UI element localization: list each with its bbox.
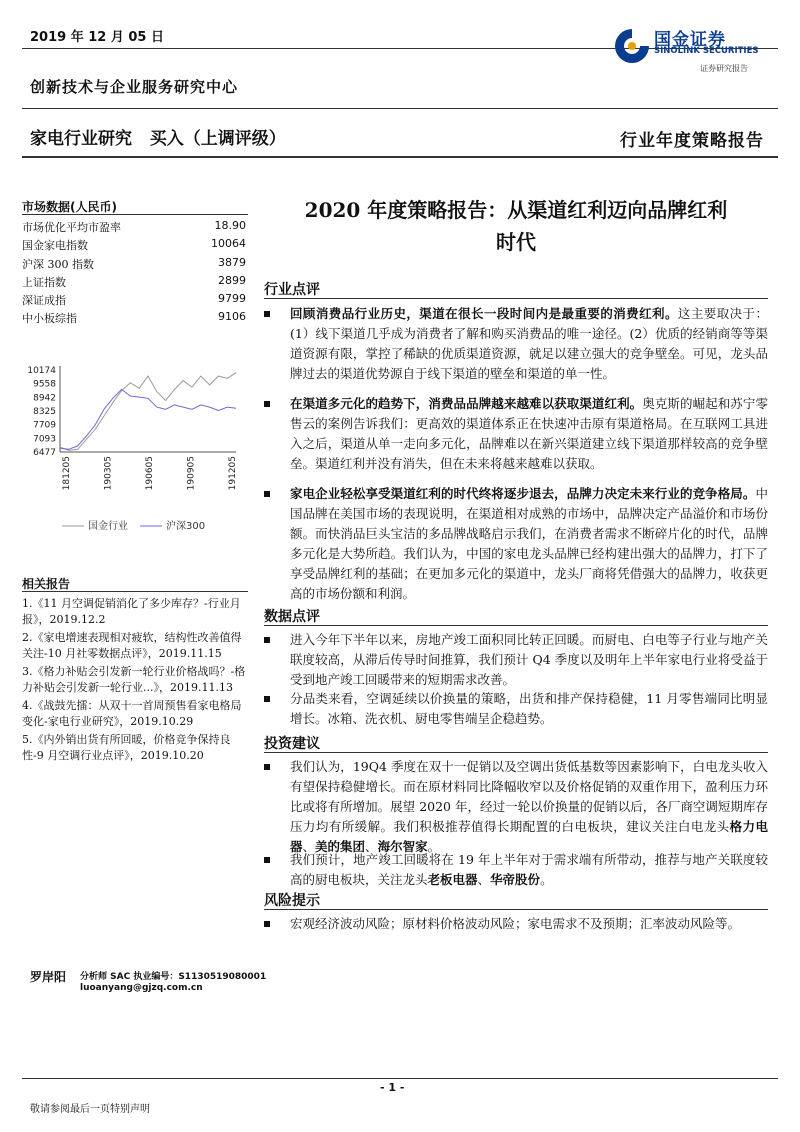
x-tick-label: 190305: [103, 456, 114, 491]
author-email[interactable]: luoanyang@gjzq.com.cn: [80, 983, 203, 993]
header-bottom-rule: [22, 156, 778, 158]
bullet-item: 分品类来看，空调延续以价换量的策略，出货和排产保持稳健，11 月零售端同比明显增长。冰箱、洗衣机、厨电零售端呈企稳趋势。: [264, 689, 768, 729]
x-tick-label: 190605: [145, 456, 155, 491]
author-certificate: 分析师 SAC 执业编号：S1130519080001: [80, 972, 267, 982]
related-report-item[interactable]: 2.《家电增速表现相对疲软，结构性改善值得关注-10 月社零数据点评》，2019.11.15: [22, 631, 242, 660]
bullet-square-icon: [264, 401, 270, 407]
section-investment-advice: 投资建议: [264, 736, 320, 752]
research-center: 创新技术与企业服务研究中心: [30, 78, 239, 96]
rating: 买入（上调评级）: [149, 129, 286, 149]
footer-disclaimer: 敬请参阅最后一页特别声明: [30, 1104, 150, 1115]
sector-rating: [30, 124, 286, 149]
series-line: [60, 389, 236, 449]
x-tick-label: 181205: [62, 456, 72, 491]
y-tick-label: 7093: [33, 434, 56, 445]
related-report-item[interactable]: 4.《战鼓先擂：从双十一首周预售看家电格局变化-家电行业研究》，2019.10.29: [22, 699, 242, 728]
market-row: 国金家电指数 10064: [22, 237, 246, 252]
report-title: 2020 年度策略报告：从渠道红利迈向品牌红利 时代: [304, 198, 728, 254]
market-row: 上证指数 2899: [22, 274, 246, 289]
related-report-item[interactable]: 3.《格力补贴会引发新一轮行业价格战吗？-格力补贴会引发新一轮行业...》，2019.11.13: [22, 665, 246, 694]
index-chart-svg: [22, 356, 252, 544]
author-name: 罗岸阳: [30, 970, 67, 984]
report-type: 行业年度策略报告: [620, 131, 764, 151]
section-data-comment: 数据点评: [264, 609, 320, 625]
section-rule: [264, 298, 768, 299]
section-rule: [264, 752, 768, 753]
market-row: 中小板综指 9106: [22, 310, 246, 325]
bullet-square-icon: [264, 311, 270, 317]
y-tick-label: 10174: [27, 366, 56, 376]
section-rule: [264, 909, 768, 910]
section-rule: [264, 625, 768, 626]
y-tick-label: 8325: [33, 407, 56, 418]
y-tick-label: 6477: [33, 448, 56, 458]
logo-mark-icon: [612, 26, 652, 66]
related-title-rule: [22, 591, 248, 592]
y-tick-label: 7709: [33, 420, 56, 431]
related-report-item[interactable]: 1.《11 月空调促销消化了多少库存？-行业月报》，2019.12.2: [22, 597, 241, 626]
market-row: 深证成指 9799: [22, 292, 246, 307]
y-tick-label: 8942: [33, 393, 56, 404]
bullet-item: 我们认为，19Q4 季度在双十一促销以及空调出货低基数等因素影响下，白电龙头收入有望保持稳健增长。而在原材料同比降幅收窄以及价格促销的双重作用下，盈利压力环比或将有所增加。展望 2020 年，经过一轮以价换量的促销以后，各厂商空调短期库存压力均有所缓解。我们积极推荐值得长期配置的白电板块，建议关注白电龙头格力电器、美的集团、海尔智家。: [264, 757, 768, 857]
series-line: [60, 373, 236, 451]
section-industry-comment: 行业点评: [264, 282, 320, 298]
bullet-item: 宏观经济波动风险；原材料价格波动风险；家电需求不及预期；汇率波动风险等。: [264, 914, 768, 934]
legend-label: 国金行业: [88, 521, 128, 532]
footer-rule: [22, 1078, 778, 1079]
bullet-square-icon: [264, 696, 270, 702]
index-chart: [22, 356, 252, 544]
x-tick-label: 191205: [228, 456, 238, 491]
bullet-square-icon: [264, 764, 270, 770]
market-title-rule: [22, 214, 248, 215]
bullet-square-icon: [264, 491, 270, 497]
related-reports-title: 相关报告: [22, 577, 71, 591]
section-risk: 风险提示: [264, 893, 320, 909]
report-date: 2019 年 12 月 05 日: [30, 30, 164, 45]
bullet-square-icon: [264, 921, 270, 927]
related-report-item[interactable]: 5.《内外销出货有所回暖，价格竞争保持良性-9 月空调行业点评》，2019.10.20: [22, 733, 231, 762]
bullet-square-icon: [264, 857, 270, 863]
legend-label: 沪深300: [166, 521, 206, 532]
x-tick-label: 190905: [186, 456, 197, 491]
bullet-item: 我们预计，地产竣工回暖将在 19 年上半年对于需求端有所带动，推荐与地产关联度较高的厨电板块，关注龙头老板电器、华帝股份。: [264, 850, 768, 890]
bullet-item: 家电企业轻松享受渠道红利的时代终将逐步退去，品牌力决定未来行业的竞争格局。中国品牌在美国市场的表现说明，在渠道相对成熟的市场中，品牌决定产品溢价和市场份额。而快消品巨头宝洁的多品牌战略启示我们，在消费者需求不断碎片化的时代，品牌多元化是大势所趋。我们认为，中国的家电龙头品牌已经构建出强大的品牌力，打下了享受品牌红利的基础；在更加多元化的渠道中，龙头厂商将凭借强大的品牌力，收获更高的市场份额和利润。: [264, 484, 768, 604]
y-tick-label: 9558: [33, 379, 56, 390]
market-row: 市场优化平均市盈率 18.90: [22, 219, 246, 234]
sector-name: 家电行业研究: [30, 129, 132, 149]
related-reports-list: [22, 596, 250, 766]
center-rule: [22, 108, 778, 109]
market-data-title: 市场数据(人民币): [22, 200, 117, 214]
market-row: 沪深 300 指数 3879: [22, 256, 246, 271]
logo-english-name: SINOLINK SECURITIES: [654, 46, 759, 56]
bullet-item: 回顾消费品行业历史，渠道在很长一段时间内是最重要的消费红利。这主要取决于：(1）线下渠道几乎成为消费者了解和购买消费品的唯一途径。(2）优质的经销商等等渠道资源有限，掌控了稀缺的优质渠道资源，就足以建立强大的竞争壁垒。可见，龙头品牌过去的渠道优势源自于线下渠道的壁垒和渠道的单一性。: [264, 304, 768, 384]
logo-name: 国金证券: [654, 30, 726, 50]
page-number: - 1 -: [380, 1081, 405, 1094]
logo-subtitle: 证券研究报告: [700, 64, 748, 73]
bullet-square-icon: [264, 637, 270, 643]
bullet-item: 在渠道多元化的趋势下，消费品品牌越来越难以获取渠道红利。奥克斯的崛起和苏宁零售云的案例告诉我们：更高效的渠道体系正在快速冲击原有渠道格局。在互联网工具进入之后，渠道从单一走向多元化，品牌难以在新兴渠道建立线下渠道那样较高的竞争壁垒。渠道红利并没有消失，但在未来将越来越难以获取。: [264, 394, 768, 474]
bullet-item: 进入今年下半年以来，房地产竣工面积同比转正回暖。而厨电、白电等子行业与地产关联度较高，从滞后传导时间推算，我们预计 Q4 季度以及明年上半年家电行业将受益于受到地产竣工回暖带来的短期需求改善。: [264, 630, 768, 690]
